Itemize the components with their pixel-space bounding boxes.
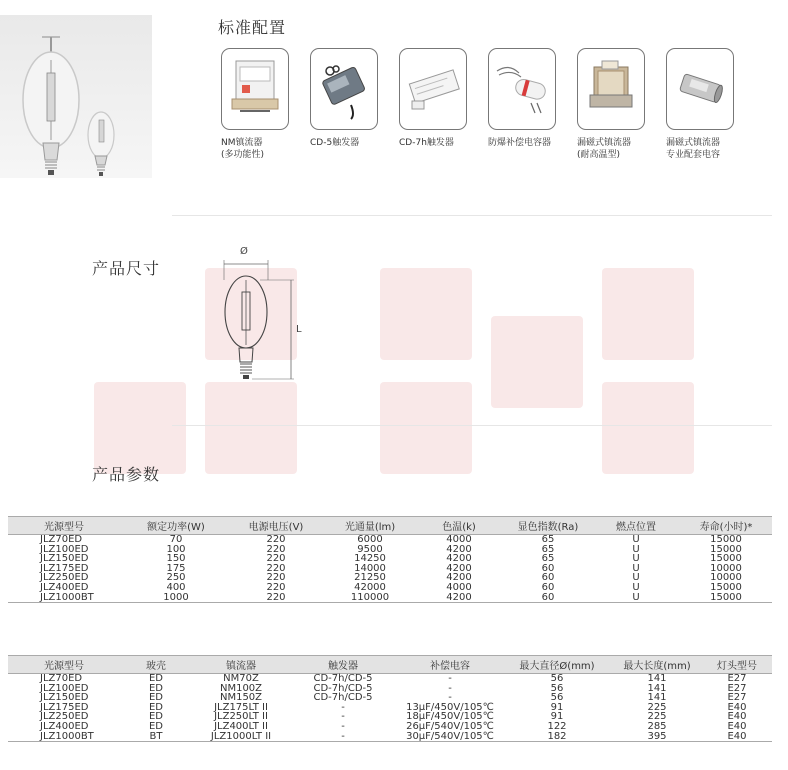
table-header: 显色指数(Ra) bbox=[504, 517, 592, 535]
table-cell: JLZ1000BT bbox=[8, 593, 126, 603]
table-cell: ED bbox=[148, 692, 164, 704]
table-cell: 220 bbox=[226, 593, 326, 603]
capacitor-icon bbox=[489, 49, 555, 129]
table-cell: 15000 bbox=[710, 534, 742, 545]
table-cell: 60 bbox=[541, 572, 555, 584]
table-cell: 65 bbox=[541, 534, 555, 545]
table-header: 触发器 bbox=[288, 656, 398, 674]
table-cell: JLZ70ED bbox=[40, 673, 83, 684]
accessory-card-cd7h-igniter bbox=[399, 48, 467, 130]
table-header: 燃点位置 bbox=[592, 517, 680, 535]
table-cell: U bbox=[632, 543, 640, 555]
table-cell: 60 bbox=[541, 581, 555, 593]
table-cell: CD-7h/CD-5 bbox=[313, 682, 373, 694]
table-cell: JLZ175ED bbox=[40, 701, 89, 713]
table-cell: 175 bbox=[166, 562, 186, 574]
accessory-label-cd5-igniter: CD-5触发器 bbox=[310, 138, 360, 148]
table-cell: U bbox=[632, 534, 640, 545]
table-cell: 225 bbox=[647, 711, 667, 723]
table-cell: JLZ70ED bbox=[40, 534, 83, 545]
table-cell: 100 bbox=[166, 543, 186, 555]
table-header: 补偿电容 bbox=[398, 656, 502, 674]
table-cell: 13μF/450V/105℃ bbox=[406, 701, 494, 713]
table-cell: 6000 bbox=[357, 534, 383, 545]
table-cell: 30μF/540V/105℃ bbox=[398, 732, 502, 742]
table-cell: 14250 bbox=[354, 553, 386, 565]
table-cell: 42000 bbox=[354, 581, 386, 593]
table-cell: JLZ250LT II bbox=[214, 711, 268, 723]
table-cell: 56 bbox=[550, 692, 564, 704]
table-row bbox=[8, 573, 772, 583]
table-cell: 220 bbox=[266, 543, 286, 555]
table-cell: E40 bbox=[727, 711, 747, 723]
table-cell: E27 bbox=[727, 682, 747, 694]
table-cell: NM70Z bbox=[223, 673, 259, 684]
table-cell: 9500 bbox=[357, 543, 383, 555]
table-cell: NM100Z bbox=[219, 682, 263, 694]
table-cell: ED bbox=[148, 720, 164, 732]
table-cell: JLZ250ED bbox=[40, 572, 89, 584]
table-header: 寿命(小时)* bbox=[680, 517, 772, 535]
decor-square bbox=[602, 268, 694, 360]
table-cell: JLZ1000BT bbox=[8, 732, 118, 742]
table-cell: JLZ175LT II bbox=[214, 701, 268, 713]
table-cell: 91 bbox=[550, 701, 564, 713]
table-cell: - bbox=[448, 682, 452, 694]
table-cell: JLZ100ED bbox=[40, 543, 89, 555]
table-cell: 182 bbox=[502, 732, 612, 742]
table-header: 最大直径Ø(mm) bbox=[502, 656, 612, 674]
table-cell: JLZ175ED bbox=[40, 562, 89, 574]
table-cell: JLZ150ED bbox=[40, 692, 89, 704]
table-cell: JLZ150ED bbox=[40, 553, 89, 565]
table-row bbox=[8, 583, 772, 593]
table-cell: JLZ400ED bbox=[40, 581, 89, 593]
cylinder-capacitor-icon bbox=[667, 49, 733, 129]
accessory-label-ballast: NM镇流器 (多功能性) bbox=[221, 138, 265, 160]
accessory-card-cylinder-capacitor bbox=[666, 48, 734, 130]
table-row bbox=[8, 593, 772, 603]
decor-square bbox=[491, 316, 583, 408]
table-cell: - bbox=[341, 701, 345, 713]
section-title-standard-config: 标准配置 bbox=[218, 18, 287, 37]
table-header: 额定功率(W) bbox=[126, 517, 226, 535]
table-cell: E27 bbox=[727, 692, 747, 704]
length-symbol: L bbox=[296, 324, 302, 335]
table-cell: 65 bbox=[541, 553, 555, 565]
decor-square bbox=[380, 268, 472, 360]
accessory-label-leakage-ballast: 漏磁式镇流器 (耐高温型) bbox=[577, 138, 632, 160]
table-header: 最大长度(mm) bbox=[612, 656, 702, 674]
table-cell: 285 bbox=[647, 720, 667, 732]
table-cell: ED bbox=[148, 701, 164, 713]
table-cell: CD-7h/CD-5 bbox=[313, 692, 373, 704]
table-row bbox=[8, 535, 772, 545]
table-header: 灯头型号 bbox=[702, 656, 772, 674]
section-title-parameters: 产品参数 bbox=[92, 465, 161, 484]
accessory-card-leakage-ballast bbox=[577, 48, 645, 130]
spec-table-electrical bbox=[8, 516, 772, 603]
table-header: 光源型号 bbox=[8, 517, 126, 535]
table-row bbox=[8, 545, 772, 555]
table-cell: U bbox=[632, 562, 640, 574]
accessory-card-cd5-igniter bbox=[310, 48, 378, 130]
table-cell: NM150Z bbox=[219, 692, 263, 704]
accessory-card-ballast bbox=[221, 48, 289, 130]
table-cell: 65 bbox=[541, 543, 555, 555]
table-header: 电源电压(V) bbox=[226, 517, 326, 535]
table-header: 光源型号 bbox=[8, 656, 118, 674]
table-cell: 225 bbox=[647, 701, 667, 713]
table-cell: 4000 bbox=[446, 534, 472, 545]
product-photo bbox=[0, 15, 152, 178]
table-cell: ED bbox=[148, 673, 164, 684]
table-cell: U bbox=[632, 581, 640, 593]
table-cell: 141 bbox=[647, 673, 667, 684]
spec-table-accessories bbox=[8, 655, 772, 742]
decor-square bbox=[602, 382, 694, 474]
table-cell: 400 bbox=[166, 581, 186, 593]
table-cell: 14000 bbox=[354, 562, 386, 574]
table-cell: 4200 bbox=[414, 593, 504, 603]
table-cell: 91 bbox=[550, 711, 564, 723]
table-header: 光通量(lm) bbox=[326, 517, 414, 535]
table-cell: 122 bbox=[547, 720, 567, 732]
table-row bbox=[8, 554, 772, 564]
table-header: 镇流器 bbox=[194, 656, 288, 674]
accessory-label-capacitor: 防爆补偿电容器 bbox=[488, 138, 552, 148]
table-cell: U bbox=[632, 572, 640, 584]
table-cell: U bbox=[632, 553, 640, 565]
decor-square bbox=[380, 382, 472, 474]
accessory-card-capacitor bbox=[488, 48, 556, 130]
igniter-icon bbox=[311, 49, 377, 129]
table-header-row bbox=[8, 656, 772, 674]
lamp-dimension-icon bbox=[210, 250, 300, 385]
table-cell: JLZ1000LT II bbox=[194, 732, 288, 742]
ballast-icon bbox=[222, 49, 288, 129]
table-cell: U bbox=[592, 593, 680, 603]
table-cell: 4200 bbox=[446, 543, 472, 555]
table-cell: 18μF/450V/105℃ bbox=[406, 711, 494, 723]
table-cell: 110000 bbox=[326, 593, 414, 603]
table-cell: 4200 bbox=[446, 572, 472, 584]
table-row bbox=[8, 732, 772, 742]
table-cell: JLZ100ED bbox=[40, 682, 89, 694]
lamp-photo-icon bbox=[0, 15, 152, 178]
table-cell: 250 bbox=[166, 572, 186, 584]
table-cell: 220 bbox=[266, 572, 286, 584]
table-cell: 1000 bbox=[126, 593, 226, 603]
table-cell: 56 bbox=[550, 673, 564, 684]
table-cell: 60 bbox=[541, 562, 555, 574]
table-cell: - bbox=[288, 732, 398, 742]
table-cell: 15000 bbox=[710, 543, 742, 555]
diameter-symbol: Ø bbox=[240, 246, 248, 257]
table-row bbox=[8, 564, 772, 574]
divider bbox=[172, 215, 772, 216]
table-cell: 56 bbox=[550, 682, 564, 694]
table-cell: 220 bbox=[266, 581, 286, 593]
table-cell: 15000 bbox=[710, 581, 742, 593]
table-cell: 60 bbox=[504, 593, 592, 603]
section-title-dimensions: 产品尺寸 bbox=[92, 259, 161, 278]
table-cell: 26μF/540V/105℃ bbox=[406, 720, 494, 732]
decor-square bbox=[94, 382, 186, 474]
table-cell: 220 bbox=[266, 562, 286, 574]
table-cell: ED bbox=[148, 682, 164, 694]
decor-square bbox=[205, 382, 297, 474]
table-cell: 15000 bbox=[710, 553, 742, 565]
accessory-label-cylinder-capacitor: 漏磁式镇流器 专业配套电容 bbox=[666, 138, 721, 160]
table-cell: - bbox=[341, 720, 345, 732]
dimension-drawing bbox=[210, 246, 302, 389]
table-cell: JLZ250ED bbox=[40, 711, 89, 723]
table-cell: ED bbox=[148, 711, 164, 723]
table-cell: 21250 bbox=[354, 572, 386, 584]
table-cell: 220 bbox=[266, 553, 286, 565]
table-cell: CD-7h/CD-5 bbox=[313, 673, 373, 684]
table-cell: - bbox=[448, 673, 452, 684]
table-cell: E40 bbox=[727, 701, 747, 713]
table-cell: 141 bbox=[647, 682, 667, 694]
table-cell: 4000 bbox=[446, 581, 472, 593]
table-cell: 4200 bbox=[446, 553, 472, 565]
divider bbox=[172, 425, 772, 426]
table-cell: JLZ400ED bbox=[40, 720, 89, 732]
table-cell: E40 bbox=[702, 732, 772, 742]
table-cell: - bbox=[448, 692, 452, 704]
table-cell: 395 bbox=[612, 732, 702, 742]
igniter-box-icon bbox=[400, 49, 466, 129]
leakage-ballast-icon bbox=[578, 49, 644, 129]
table-cell: - bbox=[341, 711, 345, 723]
table-cell: 220 bbox=[266, 534, 286, 545]
table-header: 玻壳 bbox=[118, 656, 194, 674]
table-cell: 10000 bbox=[710, 572, 742, 584]
table-header: 色温(k) bbox=[414, 517, 504, 535]
table-cell: 70 bbox=[169, 534, 183, 545]
table-cell: 141 bbox=[647, 692, 667, 704]
table-header-row bbox=[8, 517, 772, 535]
table-cell: 150 bbox=[166, 553, 186, 565]
table-cell: 4200 bbox=[446, 562, 472, 574]
table-cell: 10000 bbox=[710, 562, 742, 574]
table-cell: BT bbox=[118, 732, 194, 742]
table-cell: E40 bbox=[727, 720, 747, 732]
table-cell: JLZ400LT II bbox=[214, 720, 268, 732]
table-cell: E27 bbox=[727, 673, 747, 684]
accessory-label-cd7h-igniter: CD-7h触发器 bbox=[399, 138, 454, 148]
table-cell: 15000 bbox=[680, 593, 772, 603]
